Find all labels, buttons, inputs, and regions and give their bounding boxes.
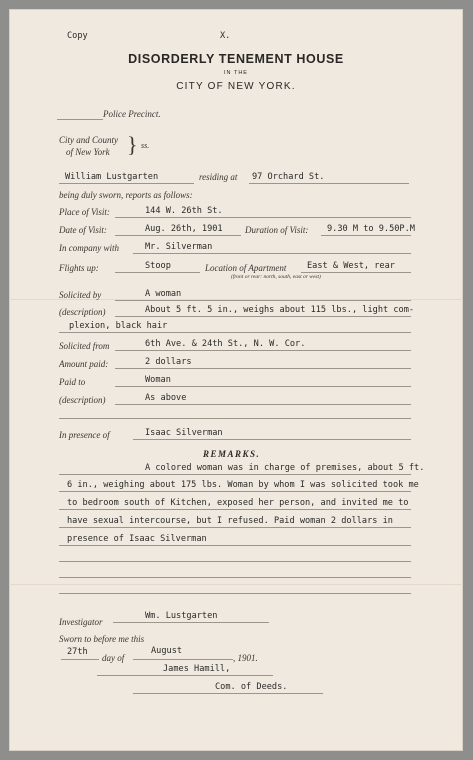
location-label: Location of Apartment: [205, 263, 287, 273]
underline: [59, 561, 411, 562]
duration-label: Duration of Visit:: [245, 225, 309, 235]
remarks-line-3: to bedroom south of Kitchen, exposed her person, and invited me to: [67, 498, 409, 508]
description-2-value: As above: [145, 393, 187, 403]
paid-to-label: Paid to: [59, 377, 86, 387]
fold-crease: [9, 584, 463, 585]
date-of-visit-value: Aug. 26th, 1901: [145, 224, 223, 234]
document-title: DISORDERLY TENEMENT HOUSE: [128, 52, 344, 66]
copy-label: Copy: [67, 31, 88, 41]
underline: [59, 545, 411, 546]
underline: [115, 404, 411, 405]
description-2-label: (description): [59, 395, 106, 405]
underline: [59, 509, 411, 510]
commissioner-name: James Hamill,: [163, 664, 231, 674]
description-label: (description): [59, 307, 106, 317]
commissioner-title: Com. of Deeds.: [215, 682, 288, 692]
underline: [115, 272, 200, 273]
underline: [59, 491, 411, 492]
solicited-from-value: 6th Ave. & 24th St., N. W. Cor.: [145, 339, 306, 349]
deponent-name: William Lustgarten: [65, 172, 159, 182]
underline: [97, 675, 273, 676]
underline: [59, 418, 411, 419]
duration-value: 9.30 M to 9.50P.M: [327, 224, 415, 234]
underline: [301, 272, 411, 273]
remarks-line-1: A colored woman was in charge of premises, about 5 ft.: [145, 463, 425, 473]
underline: [115, 300, 411, 301]
month-value: August: [151, 646, 183, 656]
company-label: In company with: [59, 243, 119, 253]
underline: [59, 183, 194, 184]
solicited-from-label: Solicited from: [59, 341, 110, 351]
day-value: 27th: [67, 647, 88, 657]
underline: [249, 183, 409, 184]
description-line-2: plexion, black hair: [69, 321, 168, 331]
underline: [115, 386, 411, 387]
city-title: CITY OF NEW YORK.: [176, 81, 296, 92]
copy-mark: X.: [220, 31, 231, 41]
year-label: , 1901.: [233, 653, 258, 663]
underline: [59, 577, 411, 578]
underline: [321, 235, 411, 236]
solicited-by-value: A woman: [145, 289, 182, 299]
underline: [115, 235, 241, 236]
underline: [115, 368, 411, 369]
underline: [115, 316, 411, 317]
sworn-statement-label: being duly sworn, reports as follows:: [59, 190, 193, 200]
place-of-visit-label: Place of Visit:: [59, 207, 110, 217]
underline: [133, 253, 411, 254]
presence-label: In presence of: [59, 430, 110, 440]
deponent-address: 97 Orchard St.: [252, 172, 325, 182]
document-page: [9, 9, 463, 751]
precinct-line: [57, 119, 103, 120]
date-of-visit-label: Date of Visit:: [59, 225, 107, 235]
underline: [133, 659, 233, 660]
underline: [133, 693, 323, 694]
investigator-label: Investigator: [59, 617, 103, 627]
remarks-heading: REMARKS.: [203, 449, 261, 459]
flights-up-label: Flights up:: [59, 263, 99, 273]
company-value: Mr. Silverman: [145, 242, 213, 252]
amount-paid-label: Amount paid:: [59, 359, 109, 369]
description-line-1: About 5 ft. 5 in., weighs about 115 lbs., light com-: [145, 305, 415, 315]
presence-value: Isaac Silverman: [145, 428, 223, 438]
solicited-by-label: Solicited by: [59, 290, 102, 300]
remarks-line-4: have sexual intercourse, but I refused. Paid woman 2 dollars in: [67, 516, 393, 526]
sworn-before-label: Sworn to before me this: [59, 634, 145, 644]
of-new-york-label: of New York: [66, 147, 110, 157]
underline: [59, 474, 411, 475]
location-value: East & West, rear: [307, 261, 395, 271]
underline: [59, 593, 411, 594]
city-county-label: City and County: [59, 135, 118, 145]
in-the-label: IN THE: [224, 70, 248, 76]
amount-paid-value: 2 dollars: [145, 357, 192, 367]
residing-label: residing at: [199, 172, 238, 182]
place-of-visit-value: 144 W. 26th St.: [145, 206, 223, 216]
underline: [59, 332, 411, 333]
underline: [61, 659, 99, 660]
underline: [113, 622, 269, 623]
underline: [59, 527, 411, 528]
underline: [115, 217, 411, 218]
day-of-label: day of: [102, 653, 125, 663]
ss-label: ss.: [141, 141, 150, 150]
remarks-line-5: presence of Isaac Silverman: [67, 534, 207, 544]
underline: [133, 439, 411, 440]
location-hint: (front or rear: north, south, east or west): [231, 274, 321, 280]
brace-mark: }: [127, 132, 138, 157]
police-precinct-label: Police Precinct.: [103, 109, 161, 119]
paid-to-value: Woman: [145, 375, 171, 385]
underline: [115, 350, 411, 351]
flights-up-value: Stoop: [145, 261, 171, 271]
investigator-value: Wm. Lustgarten: [145, 611, 218, 621]
remarks-line-2: 6 in., weighing about 175 lbs. Woman by whom I was solicited took me: [67, 480, 419, 490]
